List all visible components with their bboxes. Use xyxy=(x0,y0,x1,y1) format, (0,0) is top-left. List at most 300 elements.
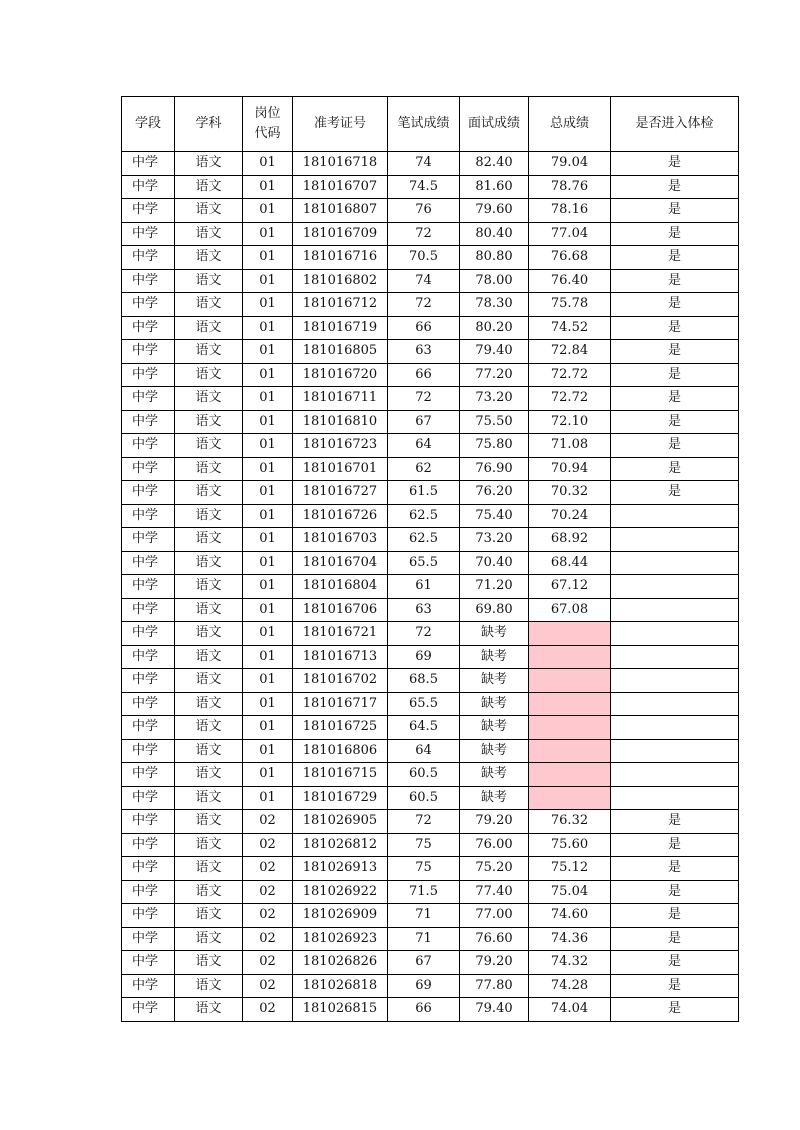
cell-total-score xyxy=(529,692,611,716)
cell-position-code: 01 xyxy=(243,763,293,787)
header-position-code-line1: 岗位 xyxy=(254,106,281,121)
cell-total-score: 68.44 xyxy=(529,551,611,575)
table-row xyxy=(122,551,739,575)
cell-position-code: 02 xyxy=(243,880,293,904)
header-physical-exam: 是否进入体检 xyxy=(611,97,739,152)
cell-written-score: 62.5 xyxy=(388,504,460,528)
table-row xyxy=(122,974,739,998)
cell-ticket-number: 181016727 xyxy=(293,481,388,505)
cell-subject: 语文 xyxy=(175,669,243,693)
cell-written-score: 71 xyxy=(388,927,460,951)
cell-ticket-number: 181026812 xyxy=(293,833,388,857)
cell-written-score: 66 xyxy=(388,316,460,340)
cell-ticket-number: 181016704 xyxy=(293,551,388,575)
cell-physical-exam: 是 xyxy=(611,857,739,881)
cell-physical-exam: 是 xyxy=(611,833,739,857)
cell-position-code: 01 xyxy=(243,387,293,411)
cell-ticket-number: 181016723 xyxy=(293,434,388,458)
cell-stage: 中学 xyxy=(122,692,175,716)
cell-ticket-number: 181016810 xyxy=(293,410,388,434)
cell-position-code: 01 xyxy=(243,363,293,387)
cell-ticket-number: 181016807 xyxy=(293,199,388,223)
cell-position-code: 02 xyxy=(243,951,293,975)
cell-ticket-number: 181016712 xyxy=(293,293,388,317)
cell-interview-score: 缺考 xyxy=(460,786,529,810)
cell-stage: 中学 xyxy=(122,904,175,928)
cell-total-score: 72.84 xyxy=(529,340,611,364)
cell-subject: 语文 xyxy=(175,387,243,411)
cell-interview-score: 77.00 xyxy=(460,904,529,928)
table-row xyxy=(122,293,739,317)
header-ticket-number: 准考证号 xyxy=(293,97,388,152)
cell-physical-exam: 是 xyxy=(611,880,739,904)
cell-total-score: 75.12 xyxy=(529,857,611,881)
cell-subject: 语文 xyxy=(175,199,243,223)
table-row xyxy=(122,833,739,857)
cell-written-score: 68.5 xyxy=(388,669,460,693)
cell-subject: 语文 xyxy=(175,857,243,881)
table-row xyxy=(122,645,739,669)
cell-ticket-number: 181016711 xyxy=(293,387,388,411)
cell-stage: 中学 xyxy=(122,222,175,246)
cell-physical-exam xyxy=(611,622,739,646)
cell-written-score: 71 xyxy=(388,904,460,928)
cell-position-code: 01 xyxy=(243,739,293,763)
cell-ticket-number: 181016703 xyxy=(293,528,388,552)
cell-position-code: 01 xyxy=(243,457,293,481)
cell-physical-exam xyxy=(611,692,739,716)
cell-subject: 语文 xyxy=(175,457,243,481)
cell-total-score: 72.72 xyxy=(529,363,611,387)
cell-stage: 中学 xyxy=(122,528,175,552)
cell-ticket-number: 181016701 xyxy=(293,457,388,481)
cell-total-score: 68.92 xyxy=(529,528,611,552)
table-row xyxy=(122,222,739,246)
cell-position-code: 01 xyxy=(243,410,293,434)
cell-ticket-number: 181016720 xyxy=(293,363,388,387)
cell-written-score: 60.5 xyxy=(388,786,460,810)
header-stage: 学段 xyxy=(122,97,175,152)
table-row xyxy=(122,340,739,364)
table-row xyxy=(122,199,739,223)
table-row xyxy=(122,316,739,340)
cell-subject: 语文 xyxy=(175,645,243,669)
cell-total-score: 74.04 xyxy=(529,998,611,1022)
cell-subject: 语文 xyxy=(175,269,243,293)
table-row xyxy=(122,998,739,1022)
cell-interview-score: 78.30 xyxy=(460,293,529,317)
cell-written-score: 69 xyxy=(388,645,460,669)
cell-subject: 语文 xyxy=(175,293,243,317)
table-row xyxy=(122,152,739,176)
cell-position-code: 01 xyxy=(243,645,293,669)
cell-interview-score: 缺考 xyxy=(460,716,529,740)
cell-stage: 中学 xyxy=(122,434,175,458)
cell-written-score: 60.5 xyxy=(388,763,460,787)
cell-ticket-number: 181016713 xyxy=(293,645,388,669)
cell-written-score: 63 xyxy=(388,340,460,364)
cell-interview-score: 79.40 xyxy=(460,998,529,1022)
cell-subject: 语文 xyxy=(175,833,243,857)
cell-ticket-number: 181026818 xyxy=(293,974,388,998)
cell-subject: 语文 xyxy=(175,692,243,716)
cell-interview-score: 82.40 xyxy=(460,152,529,176)
cell-physical-exam: 是 xyxy=(611,316,739,340)
cell-physical-exam: 是 xyxy=(611,387,739,411)
cell-interview-score: 76.60 xyxy=(460,927,529,951)
cell-subject: 语文 xyxy=(175,528,243,552)
cell-physical-exam xyxy=(611,575,739,599)
cell-subject: 语文 xyxy=(175,481,243,505)
cell-ticket-number: 181016726 xyxy=(293,504,388,528)
cell-written-score: 65.5 xyxy=(388,692,460,716)
cell-written-score: 75 xyxy=(388,833,460,857)
cell-interview-score: 75.20 xyxy=(460,857,529,881)
cell-interview-score: 70.40 xyxy=(460,551,529,575)
cell-total-score: 67.08 xyxy=(529,598,611,622)
table-row xyxy=(122,857,739,881)
cell-subject: 语文 xyxy=(175,951,243,975)
cell-position-code: 01 xyxy=(243,598,293,622)
table-row xyxy=(122,246,739,270)
cell-position-code: 02 xyxy=(243,857,293,881)
cell-ticket-number: 181016709 xyxy=(293,222,388,246)
cell-stage: 中学 xyxy=(122,857,175,881)
cell-ticket-number: 181016806 xyxy=(293,739,388,763)
cell-physical-exam: 是 xyxy=(611,293,739,317)
cell-interview-score: 75.40 xyxy=(460,504,529,528)
cell-position-code: 01 xyxy=(243,199,293,223)
cell-physical-exam: 是 xyxy=(611,974,739,998)
cell-written-score: 70.5 xyxy=(388,246,460,270)
cell-position-code: 01 xyxy=(243,786,293,810)
header-position-code xyxy=(243,97,293,152)
cell-total-score: 72.72 xyxy=(529,387,611,411)
cell-interview-score: 缺考 xyxy=(460,645,529,669)
cell-total-score: 79.04 xyxy=(529,152,611,176)
cell-total-score xyxy=(529,786,611,810)
header-subject: 学科 xyxy=(175,97,243,152)
header-interview-score: 面试成绩 xyxy=(460,97,529,152)
cell-position-code: 01 xyxy=(243,551,293,575)
cell-total-score xyxy=(529,645,611,669)
cell-stage: 中学 xyxy=(122,551,175,575)
cell-physical-exam: 是 xyxy=(611,269,739,293)
cell-written-score: 67 xyxy=(388,951,460,975)
table-row xyxy=(122,434,739,458)
cell-physical-exam: 是 xyxy=(611,927,739,951)
cell-written-score: 64 xyxy=(388,739,460,763)
cell-written-score: 74 xyxy=(388,152,460,176)
cell-written-score: 75 xyxy=(388,857,460,881)
cell-total-score: 72.10 xyxy=(529,410,611,434)
cell-interview-score: 76.00 xyxy=(460,833,529,857)
table-row xyxy=(122,810,739,834)
table-row xyxy=(122,575,739,599)
cell-written-score: 67 xyxy=(388,410,460,434)
cell-subject: 语文 xyxy=(175,622,243,646)
cell-subject: 语文 xyxy=(175,175,243,199)
cell-position-code: 01 xyxy=(243,575,293,599)
cell-total-score xyxy=(529,739,611,763)
cell-total-score: 74.52 xyxy=(529,316,611,340)
cell-ticket-number: 181016716 xyxy=(293,246,388,270)
table-row xyxy=(122,927,739,951)
cell-physical-exam: 是 xyxy=(611,481,739,505)
cell-subject: 语文 xyxy=(175,998,243,1022)
cell-stage: 中学 xyxy=(122,974,175,998)
cell-interview-score: 77.80 xyxy=(460,974,529,998)
cell-physical-exam: 是 xyxy=(611,222,739,246)
cell-ticket-number: 181016706 xyxy=(293,598,388,622)
cell-written-score: 66 xyxy=(388,363,460,387)
cell-total-score: 78.76 xyxy=(529,175,611,199)
cell-total-score xyxy=(529,716,611,740)
cell-written-score: 65.5 xyxy=(388,551,460,575)
header-written-score: 笔试成绩 xyxy=(388,97,460,152)
cell-interview-score: 79.20 xyxy=(460,951,529,975)
cell-position-code: 01 xyxy=(243,175,293,199)
cell-stage: 中学 xyxy=(122,316,175,340)
cell-physical-exam xyxy=(611,504,739,528)
cell-written-score: 64 xyxy=(388,434,460,458)
cell-position-code: 02 xyxy=(243,810,293,834)
cell-physical-exam: 是 xyxy=(611,457,739,481)
header-total-score: 总成绩 xyxy=(529,97,611,152)
cell-total-score: 75.78 xyxy=(529,293,611,317)
cell-ticket-number: 181026815 xyxy=(293,998,388,1022)
cell-physical-exam xyxy=(611,551,739,575)
cell-physical-exam: 是 xyxy=(611,951,739,975)
cell-written-score: 62 xyxy=(388,457,460,481)
cell-stage: 中学 xyxy=(122,269,175,293)
cell-written-score: 71.5 xyxy=(388,880,460,904)
cell-interview-score: 79.20 xyxy=(460,810,529,834)
cell-interview-score: 79.60 xyxy=(460,199,529,223)
cell-total-score: 74.32 xyxy=(529,951,611,975)
cell-ticket-number: 181026913 xyxy=(293,857,388,881)
header-row xyxy=(122,97,739,152)
cell-interview-score: 73.20 xyxy=(460,528,529,552)
cell-total-score: 70.24 xyxy=(529,504,611,528)
cell-physical-exam: 是 xyxy=(611,175,739,199)
cell-position-code: 01 xyxy=(243,528,293,552)
cell-subject: 语文 xyxy=(175,763,243,787)
cell-physical-exam: 是 xyxy=(611,363,739,387)
cell-stage: 中学 xyxy=(122,622,175,646)
cell-subject: 语文 xyxy=(175,598,243,622)
cell-subject: 语文 xyxy=(175,716,243,740)
cell-written-score: 76 xyxy=(388,199,460,223)
cell-subject: 语文 xyxy=(175,434,243,458)
table-row xyxy=(122,269,739,293)
cell-stage: 中学 xyxy=(122,387,175,411)
cell-physical-exam: 是 xyxy=(611,904,739,928)
cell-interview-score: 75.80 xyxy=(460,434,529,458)
cell-position-code: 01 xyxy=(243,692,293,716)
cell-physical-exam: 是 xyxy=(611,340,739,364)
table-row xyxy=(122,880,739,904)
cell-position-code: 01 xyxy=(243,246,293,270)
cell-stage: 中学 xyxy=(122,504,175,528)
cell-total-score: 74.60 xyxy=(529,904,611,928)
cell-stage: 中学 xyxy=(122,645,175,669)
cell-subject: 语文 xyxy=(175,974,243,998)
cell-ticket-number: 181026923 xyxy=(293,927,388,951)
score-sheet xyxy=(121,96,739,1022)
cell-total-score: 67.12 xyxy=(529,575,611,599)
cell-ticket-number: 181016721 xyxy=(293,622,388,646)
cell-position-code: 01 xyxy=(243,622,293,646)
cell-stage: 中学 xyxy=(122,880,175,904)
cell-total-score: 78.16 xyxy=(529,199,611,223)
table-row xyxy=(122,175,739,199)
cell-interview-score: 71.20 xyxy=(460,575,529,599)
cell-stage: 中学 xyxy=(122,598,175,622)
cell-position-code: 02 xyxy=(243,833,293,857)
cell-subject: 语文 xyxy=(175,504,243,528)
cell-stage: 中学 xyxy=(122,786,175,810)
cell-total-score: 77.04 xyxy=(529,222,611,246)
cell-written-score: 66 xyxy=(388,998,460,1022)
cell-subject: 语文 xyxy=(175,739,243,763)
cell-stage: 中学 xyxy=(122,669,175,693)
cell-position-code: 02 xyxy=(243,927,293,951)
cell-subject: 语文 xyxy=(175,575,243,599)
cell-position-code: 01 xyxy=(243,340,293,364)
cell-interview-score: 75.50 xyxy=(460,410,529,434)
cell-stage: 中学 xyxy=(122,833,175,857)
cell-total-score: 70.94 xyxy=(529,457,611,481)
cell-position-code: 01 xyxy=(243,504,293,528)
cell-total-score xyxy=(529,622,611,646)
cell-physical-exam: 是 xyxy=(611,998,739,1022)
cell-ticket-number: 181016805 xyxy=(293,340,388,364)
cell-written-score: 69 xyxy=(388,974,460,998)
cell-physical-exam xyxy=(611,645,739,669)
cell-physical-exam: 是 xyxy=(611,410,739,434)
table-row xyxy=(122,622,739,646)
cell-stage: 中学 xyxy=(122,457,175,481)
table-row xyxy=(122,481,739,505)
cell-interview-score: 78.00 xyxy=(460,269,529,293)
cell-physical-exam xyxy=(611,669,739,693)
cell-written-score: 72 xyxy=(388,387,460,411)
cell-interview-score: 缺考 xyxy=(460,669,529,693)
cell-subject: 语文 xyxy=(175,880,243,904)
table-row xyxy=(122,363,739,387)
cell-stage: 中学 xyxy=(122,199,175,223)
cell-total-score: 75.60 xyxy=(529,833,611,857)
cell-written-score: 72 xyxy=(388,810,460,834)
cell-interview-score: 77.20 xyxy=(460,363,529,387)
table-row xyxy=(122,457,739,481)
table-row xyxy=(122,716,739,740)
cell-total-score: 74.28 xyxy=(529,974,611,998)
cell-stage: 中学 xyxy=(122,810,175,834)
cell-position-code: 01 xyxy=(243,434,293,458)
cell-total-score xyxy=(529,763,611,787)
cell-physical-exam: 是 xyxy=(611,810,739,834)
cell-subject: 语文 xyxy=(175,551,243,575)
cell-written-score: 61.5 xyxy=(388,481,460,505)
cell-stage: 中学 xyxy=(122,293,175,317)
table-row xyxy=(122,951,739,975)
cell-written-score: 62.5 xyxy=(388,528,460,552)
table-row xyxy=(122,410,739,434)
cell-subject: 语文 xyxy=(175,927,243,951)
cell-ticket-number: 181016707 xyxy=(293,175,388,199)
cell-physical-exam xyxy=(611,716,739,740)
cell-stage: 中学 xyxy=(122,363,175,387)
cell-written-score: 72 xyxy=(388,293,460,317)
cell-written-score: 72 xyxy=(388,222,460,246)
cell-stage: 中学 xyxy=(122,481,175,505)
cell-written-score: 61 xyxy=(388,575,460,599)
cell-position-code: 01 xyxy=(243,222,293,246)
cell-physical-exam xyxy=(611,598,739,622)
results-body xyxy=(122,152,739,1022)
cell-total-score: 71.08 xyxy=(529,434,611,458)
cell-stage: 中学 xyxy=(122,410,175,434)
cell-subject: 语文 xyxy=(175,246,243,270)
table-row xyxy=(122,904,739,928)
cell-stage: 中学 xyxy=(122,175,175,199)
cell-position-code: 02 xyxy=(243,904,293,928)
cell-interview-score: 81.60 xyxy=(460,175,529,199)
cell-interview-score: 80.80 xyxy=(460,246,529,270)
cell-ticket-number: 181026826 xyxy=(293,951,388,975)
header-position-code-line2: 代码 xyxy=(254,126,281,141)
cell-total-score xyxy=(529,669,611,693)
cell-subject: 语文 xyxy=(175,363,243,387)
cell-physical-exam xyxy=(611,763,739,787)
cell-interview-score: 79.40 xyxy=(460,340,529,364)
cell-interview-score: 80.40 xyxy=(460,222,529,246)
cell-total-score: 74.36 xyxy=(529,927,611,951)
cell-total-score: 70.32 xyxy=(529,481,611,505)
cell-ticket-number: 181016717 xyxy=(293,692,388,716)
cell-interview-score: 缺考 xyxy=(460,739,529,763)
cell-total-score: 75.04 xyxy=(529,880,611,904)
cell-written-score: 74.5 xyxy=(388,175,460,199)
table-row xyxy=(122,598,739,622)
cell-interview-score: 缺考 xyxy=(460,763,529,787)
cell-ticket-number: 181016725 xyxy=(293,716,388,740)
cell-written-score: 72 xyxy=(388,622,460,646)
cell-written-score: 74 xyxy=(388,269,460,293)
cell-interview-score: 73.20 xyxy=(460,387,529,411)
cell-total-score: 76.68 xyxy=(529,246,611,270)
results-table xyxy=(121,96,739,1022)
cell-stage: 中学 xyxy=(122,763,175,787)
cell-stage: 中学 xyxy=(122,716,175,740)
cell-stage: 中学 xyxy=(122,998,175,1022)
table-row xyxy=(122,692,739,716)
cell-subject: 语文 xyxy=(175,786,243,810)
cell-stage: 中学 xyxy=(122,340,175,364)
cell-interview-score: 80.20 xyxy=(460,316,529,340)
cell-position-code: 02 xyxy=(243,998,293,1022)
cell-ticket-number: 181026905 xyxy=(293,810,388,834)
cell-written-score: 63 xyxy=(388,598,460,622)
table-row xyxy=(122,739,739,763)
cell-total-score: 76.32 xyxy=(529,810,611,834)
table-row xyxy=(122,786,739,810)
cell-subject: 语文 xyxy=(175,410,243,434)
cell-interview-score: 77.40 xyxy=(460,880,529,904)
table-row xyxy=(122,528,739,552)
